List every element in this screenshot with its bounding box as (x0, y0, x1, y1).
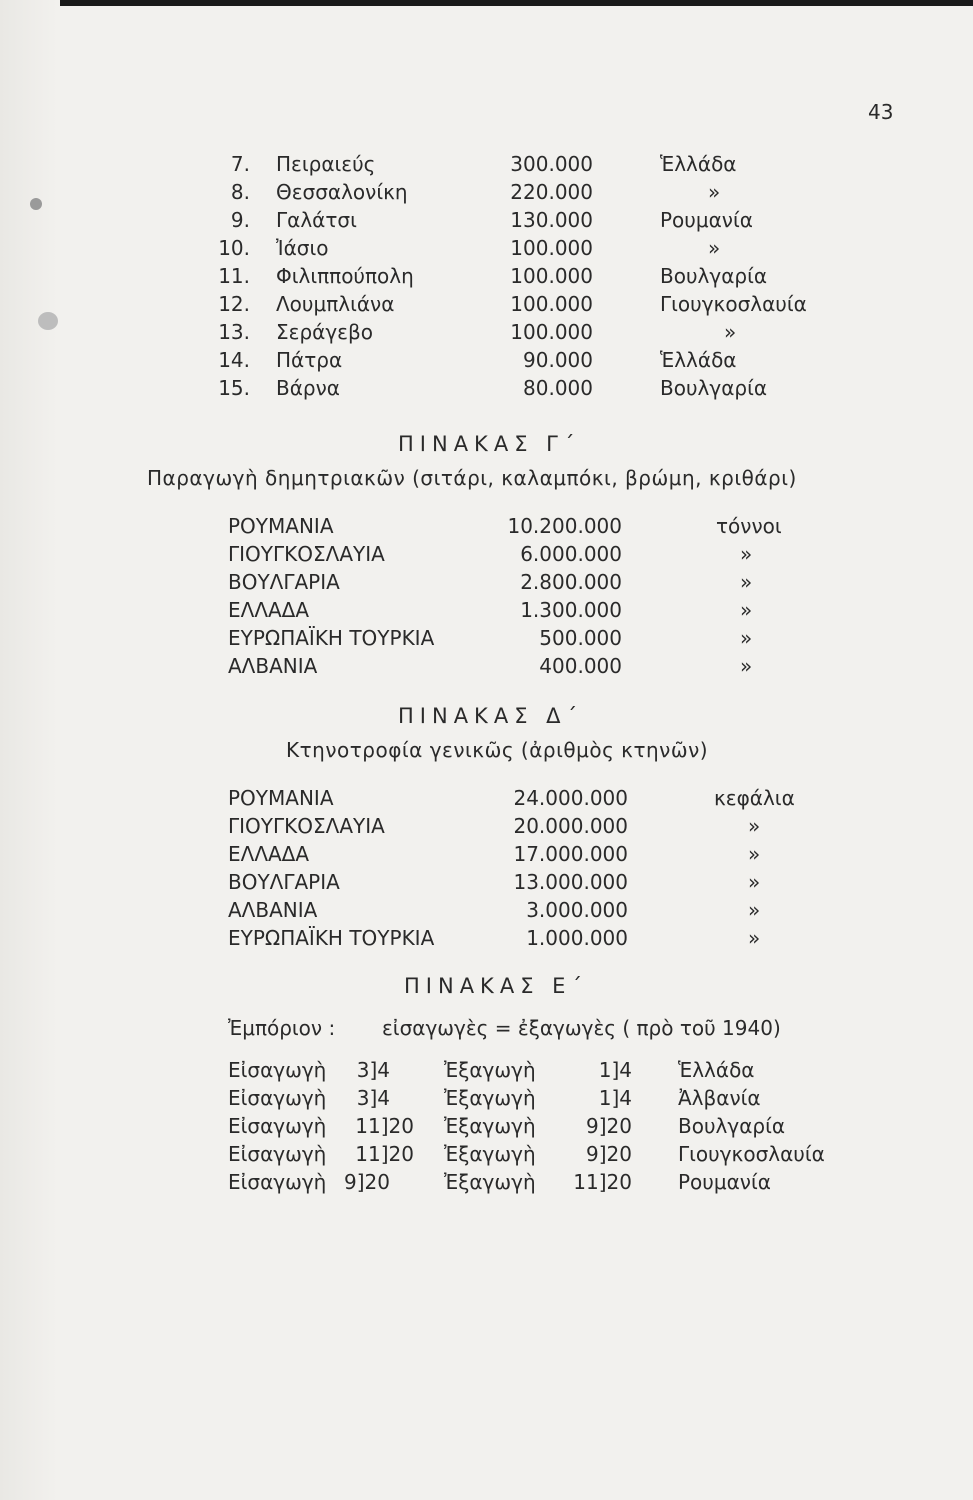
value: 2.800.000 (520, 570, 622, 594)
country: Ρουμανία (660, 208, 753, 232)
table-row (0, 568, 973, 596)
value: 3.000.000 (526, 898, 628, 922)
country: Βουλγαρία (660, 264, 768, 288)
country: Ἑλλάδα (660, 348, 737, 372)
ditto-mark: » (748, 898, 761, 922)
country: Ἀλβανία (678, 1086, 761, 1110)
import-share: 3]4 (356, 1058, 390, 1082)
export-label: Ἐξαγωγὴ (444, 1170, 536, 1194)
country-name: ΓΙΟΥΓΚΟΣΛΑΥΙΑ (228, 814, 385, 838)
table-row (0, 896, 973, 924)
country-name: ΡΟΥΜΑΝΙΑ (228, 786, 334, 810)
list-item (0, 262, 973, 290)
city-name: Φιλιππούπολη (276, 264, 414, 288)
value: 24.000.000 (513, 786, 628, 810)
city-name: Γαλάτσι (276, 208, 357, 232)
item-number: 14. (218, 348, 250, 372)
country: Ἑλλάδα (678, 1058, 755, 1082)
country: Βουλγαρία (678, 1114, 786, 1138)
table-row (0, 1112, 973, 1140)
import-share: 9]20 (344, 1170, 390, 1194)
ditto-mark: » (748, 842, 761, 866)
unit: κεφάλια (714, 786, 795, 810)
table-row (0, 624, 973, 652)
list-item (0, 290, 973, 318)
city-name: Πειραιεύς (276, 152, 376, 176)
value: 17.000.000 (513, 842, 628, 866)
export-label: Ἐξαγωγὴ (444, 1058, 536, 1082)
table-row (0, 924, 973, 952)
ditto-mark: » (708, 180, 721, 204)
table-row (0, 1084, 973, 1112)
table-row (0, 784, 973, 812)
country: Βουλγαρία (660, 376, 768, 400)
scan-top-border (60, 0, 973, 6)
city-name: Βάρνα (276, 376, 340, 400)
ditto-mark: » (748, 870, 761, 894)
population: 130.000 (510, 208, 593, 232)
table-row (0, 1140, 973, 1168)
ditto-mark: » (724, 320, 737, 344)
import-label: Εἰσαγωγὴ (228, 1142, 327, 1166)
value: 500.000 (539, 626, 622, 650)
item-number: 7. (230, 152, 250, 176)
import-label: Εἰσαγωγὴ (228, 1058, 327, 1082)
table-row (0, 1056, 973, 1084)
country-name: ΕΛΛΑΔΑ (228, 842, 310, 866)
item-number: 10. (218, 236, 250, 260)
export-label: Ἐξαγωγὴ (444, 1142, 536, 1166)
table-row (0, 812, 973, 840)
item-number: 9. (230, 208, 250, 232)
item-number: 8. (230, 180, 250, 204)
ditto-mark: » (740, 570, 753, 594)
list-item (0, 374, 973, 402)
item-number: 13. (218, 320, 250, 344)
table-g-subtitle: Παραγωγὴ δημητριακῶν (σιτάρι, καλαμπόκι, βρώμη, κριθάρι) (147, 466, 797, 490)
country-name: ΡΟΥΜΑΝΙΑ (228, 514, 334, 538)
population: 300.000 (510, 152, 593, 176)
item-number: 11. (218, 264, 250, 288)
export-share: 9]20 (586, 1142, 632, 1166)
country-name: ΓΙΟΥΓΚΟΣΛΑΥΙΑ (228, 542, 385, 566)
country: Γιουγκοσλαυία (678, 1142, 825, 1166)
city-name: Ἰάσιο (276, 236, 329, 260)
list-item (0, 178, 973, 206)
export-share: 1]4 (598, 1086, 632, 1110)
item-number: 15. (218, 376, 250, 400)
item-number: 12. (218, 292, 250, 316)
population: 100.000 (510, 292, 593, 316)
population: 100.000 (510, 236, 593, 260)
country-name: ΕΛΛΑΔΑ (228, 598, 310, 622)
export-label: Ἐξαγωγὴ (444, 1086, 536, 1110)
value: 400.000 (539, 654, 622, 678)
country-name: ΕΥΡΩΠΑΪΚΗ ΤΟΥΡΚΙΑ (228, 626, 435, 650)
table-row (0, 868, 973, 896)
import-label: Εἰσαγωγὴ (228, 1086, 327, 1110)
country-name: ΕΥΡΩΠΑΪΚΗ ΤΟΥΡΚΙΑ (228, 926, 435, 950)
ditto-mark: » (740, 626, 753, 650)
country: Γιουγκοσλαυία (660, 292, 807, 316)
import-share: 3]4 (356, 1086, 390, 1110)
country-name: ΒΟΥΛΓΑΡΙΑ (228, 570, 340, 594)
city-name: Πάτρα (276, 348, 343, 372)
import-share: 11]20 (355, 1142, 414, 1166)
population: 220.000 (510, 180, 593, 204)
table-row (0, 512, 973, 540)
country-name: ΒΟΥΛΓΑΡΙΑ (228, 870, 340, 894)
export-share: 9]20 (586, 1114, 632, 1138)
ditto-mark: » (748, 926, 761, 950)
ditto-mark: » (740, 654, 753, 678)
table-row (0, 840, 973, 868)
export-share: 1]4 (598, 1058, 632, 1082)
ditto-mark: » (740, 542, 753, 566)
ditto-mark: » (748, 814, 761, 838)
value: 10.200.000 (507, 514, 622, 538)
country: Ἑλλάδα (660, 152, 737, 176)
value: 1.300.000 (520, 598, 622, 622)
import-label: Εἰσαγωγὴ (228, 1170, 327, 1194)
table-d-subtitle: Κτηνοτροφία γενικῶς (ἀριθμὸς κτηνῶν) (286, 738, 709, 762)
list-item (0, 346, 973, 374)
city-name: Θεσσαλονίκη (276, 180, 408, 204)
list-item (0, 150, 973, 178)
ditto-mark: » (740, 598, 753, 622)
country-name: ΑΛΒΑΝΙΑ (228, 654, 318, 678)
table-g-title: ΠΙΝΑΚΑΣ Γ΄ (398, 432, 581, 456)
table-row (0, 540, 973, 568)
table-d-title: ΠΙΝΑΚΑΣ Δ΄ (398, 704, 584, 728)
ditto-mark: » (708, 236, 721, 260)
trade-label: Ἐμπόριον : (228, 1016, 336, 1040)
list-item (0, 318, 973, 346)
unit: τόννοι (716, 514, 782, 538)
value: 13.000.000 (513, 870, 628, 894)
page-number: 43 (868, 100, 894, 124)
trade-text: εἰσαγωγὲς = ἐξαγωγὲς ( πρὸ τοῦ 1940) (382, 1016, 781, 1040)
import-label: Εἰσαγωγὴ (228, 1114, 327, 1138)
table-row (0, 652, 973, 680)
country: Ρουμανία (678, 1170, 771, 1194)
value: 6.000.000 (520, 542, 622, 566)
population: 100.000 (510, 264, 593, 288)
export-share: 11]20 (573, 1170, 632, 1194)
table-row (0, 596, 973, 624)
list-item (0, 206, 973, 234)
population: 90.000 (523, 348, 593, 372)
trade-summary (0, 1014, 973, 1042)
list-item (0, 234, 973, 262)
country-name: ΑΛΒΑΝΙΑ (228, 898, 318, 922)
export-label: Ἐξαγωγὴ (444, 1114, 536, 1138)
city-name: Λουμπλιάνα (276, 292, 395, 316)
population: 80.000 (523, 376, 593, 400)
import-share: 11]20 (355, 1114, 414, 1138)
value: 1.000.000 (526, 926, 628, 950)
city-name: Σεράγεβο (276, 320, 373, 344)
value: 20.000.000 (513, 814, 628, 838)
table-row (0, 1168, 973, 1196)
population: 100.000 (510, 320, 593, 344)
table-e-title: ΠΙΝΑΚΑΣ Ε΄ (404, 974, 588, 998)
